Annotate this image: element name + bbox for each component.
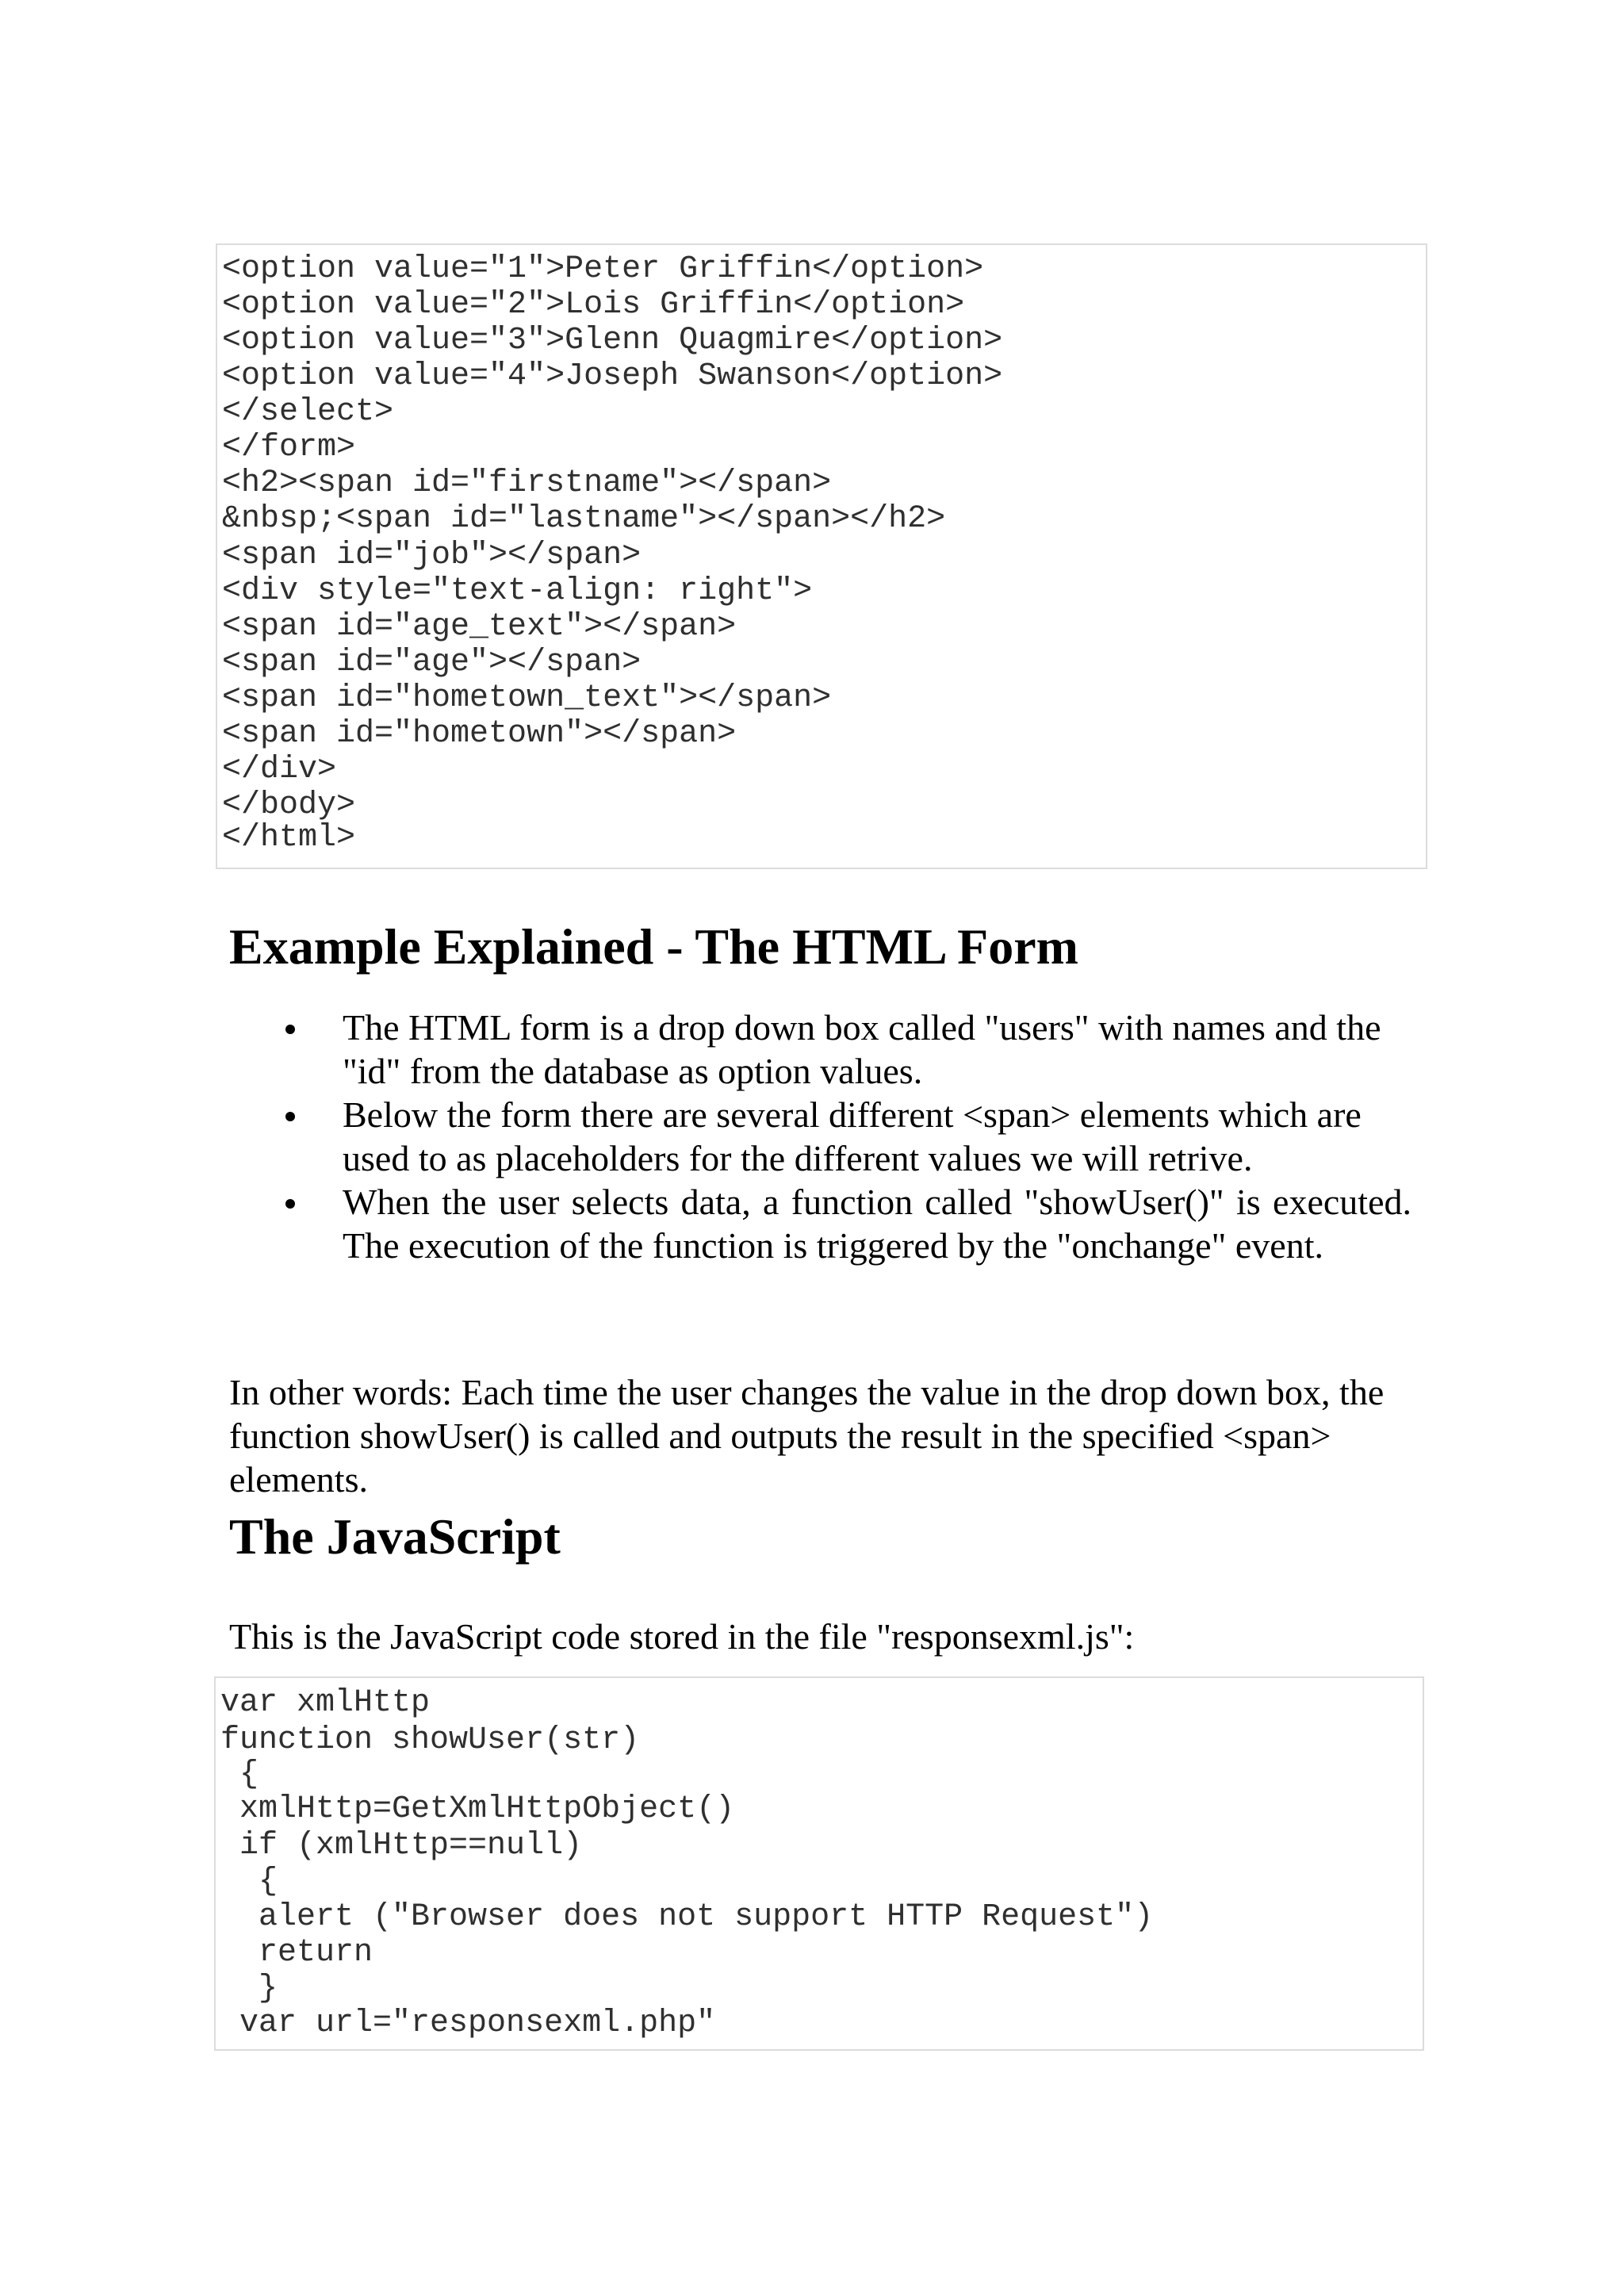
list-item <box>285 1006 1411 1093</box>
code-block-html <box>216 243 1427 869</box>
code-line: <span id="age"></span> <box>222 645 642 680</box>
list-item <box>285 1180 1411 1267</box>
code-line: </body> <box>222 787 356 823</box>
code-line: var url="responsexml.php" <box>220 2006 716 2041</box>
list-item-text: When the user selects data, a function called "showUser()" is executed. The execution of the function is triggered by the "onchange" event. <box>343 1182 1411 1266</box>
code-line: function showUser(str) <box>220 1722 640 1758</box>
code-line: <div style="text-align: right"> <box>222 573 813 609</box>
code-line: </select> <box>222 394 394 430</box>
code-line: } <box>220 1971 278 2006</box>
javascript-intro: This is the JavaScript code stored in the file "responsexml.js": <box>229 1616 1135 1657</box>
code-line: <h2><span id="firstname"></span> <box>222 466 832 501</box>
bullet-icon <box>285 1112 295 1121</box>
code-line: &nbsp;<span id="lastname"></span></h2> <box>222 501 946 537</box>
code-line: return <box>220 1935 373 1971</box>
code-line: </html> <box>222 820 356 856</box>
code-line: <option value="2">Lois Griffin</option> <box>222 287 965 323</box>
code-line: <span id="job"></span> <box>222 538 642 573</box>
code-block-javascript <box>214 1676 1424 2051</box>
code-line: { <box>220 1864 278 1899</box>
code-line: { <box>220 1757 259 1792</box>
code-line: <option value="1">Peter Griffin</option> <box>222 251 984 287</box>
code-line: <option value="3">Glenn Quagmire</option> <box>222 323 1003 358</box>
summary-paragraph: In other words: Each time the user changes the value in the drop down box, the function showUser() is called and outputs the result in the specified <span> elements. <box>229 1372 1385 1500</box>
code-line: <span id="age_text"></span> <box>222 609 737 645</box>
code-line: </div> <box>222 752 337 787</box>
section-heading-javascript: The JavaScript <box>229 1508 561 1565</box>
code-line: <span id="hometown"></span> <box>222 716 737 752</box>
code-line: </form> <box>222 430 356 466</box>
list-item <box>285 1093 1411 1180</box>
code-line: if (xmlHttp==null) <box>220 1828 583 1864</box>
bullet-icon <box>285 1025 295 1034</box>
code-line: <option value="4">Joseph Swanson</option> <box>222 358 1003 394</box>
code-line: <span id="hometown_text"></span> <box>222 680 832 716</box>
list-item-text: The HTML form is a drop down box called "users" with names and the "id" from the database as option values. <box>343 1007 1381 1091</box>
section-heading-html-form: Example Explained - The HTML Form <box>229 918 1078 975</box>
list-item-text: Below the form there are several different <span> elements which are used to as placeholders for the different values we will retrive. <box>343 1094 1362 1178</box>
code-line: xmlHttp=GetXmlHttpObject() <box>220 1791 735 1827</box>
bullet-icon <box>285 1199 295 1209</box>
explanation-list <box>285 1006 1411 1267</box>
code-line: alert ("Browser does not support HTTP Request") <box>220 1899 1154 1935</box>
code-line: var xmlHttp <box>220 1685 431 1721</box>
